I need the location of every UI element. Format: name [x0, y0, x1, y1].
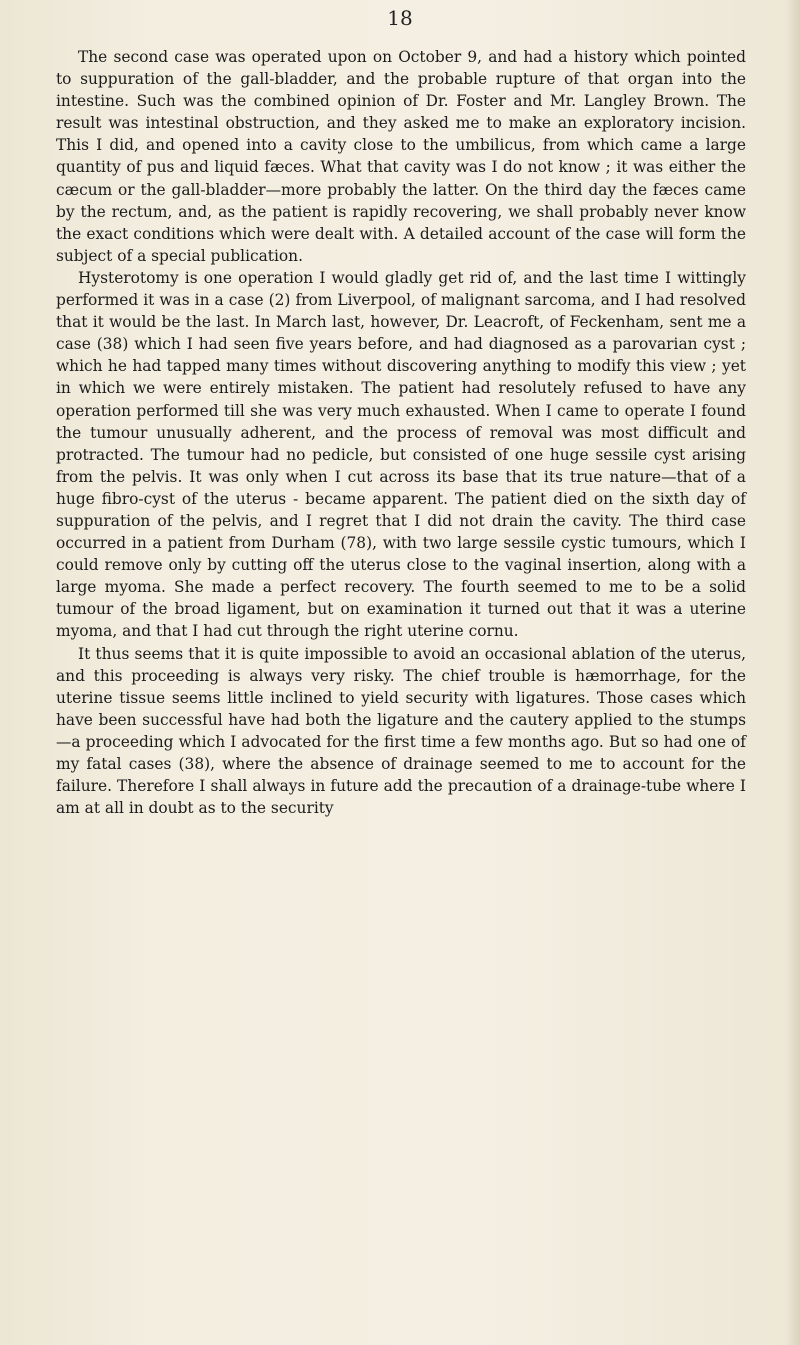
page-edge-shadow: [786, 0, 800, 1345]
page-number: 18: [387, 6, 413, 30]
paragraph-1: The second case was operated upon on October 9, and had a history which pointed to suppuration of the gall-bladder, and the probable rupture of that organ into the intestine. Such was the combined opinion of Dr. Foster and Mr. Langley Brown. The result was intestinal obstruction, and they asked me to make an exploratory incision. This I did, and opened into a cavity close to the umbilicus, from which came a large quantity of pus and liquid fæces. What that cavity was I do not know ; it was either the cæcum or the gall-bladder—more probably the latter. On the third day the fæces came by the rectum, and, as the patient is rapidly recovering, we shall probably never know the exact conditions which were dealt with. A detailed account of the case will form the subject of a special publication.: [56, 48, 746, 265]
body-text: [56, 46, 746, 819]
paragraph-2: Hysterotomy is one operation I would gladly get rid of, and the last time I wittingly performed it was in a case (2) from Liverpool, of malignant sarcoma, and I had resolved that it would be the last. In March last, however, Dr. Leacroft, of Feckenham, sent me a case (38) which I had seen five years before, and had diagnosed as a parovarian cyst ; which he had tapped many times without discovering anything to modify this view ; yet in which we were entirely mistaken. The patient had resolutely refused to have any operation performed till she was very much exhausted. When I came to operate I found the tumour unusually adherent, and the process of removal was most difficult and protracted. The tumour had no pedicle, but consisted of one huge sessile cyst arising from the pelvis. It was only when I cut across its base that its true nature—that of a huge fibro-cyst of the uterus - became apparent. The patient died on the sixth day of suppuration of the pelvis, and I regret that I did not drain the cavity. The third case occurred in a patient from Durham (78), with two large sessile cystic tumours, which I could remove only by cutting off the uterus close to the vaginal insertion, along with a large myoma. She made a perfect recovery. The fourth seemed to me to be a solid tumour of the broad ligament, but on examination it turned out that it was a uterine myoma, and that I had cut through the right uterine cornu.: [56, 268, 746, 641]
paragraph-3: It thus seems that it is quite impossible to avoid an occasional ablation of the uterus, and this proceeding is always very risky. The chief trouble is hæmorrhage, for the uterine tissue seems little inclined to yield security with ligatures. Those cases which have been successful have had both the ligature and the cautery applied to the stumps—a proceeding which I advocated for the first time a few months ago. But so had one of my fatal cases (38), where the absence of drainage seemed to me to account for the failure. Therefore I shall always in future add the precaution of a drainage-tube where I am at all in doubt as to the security: [56, 644, 746, 818]
